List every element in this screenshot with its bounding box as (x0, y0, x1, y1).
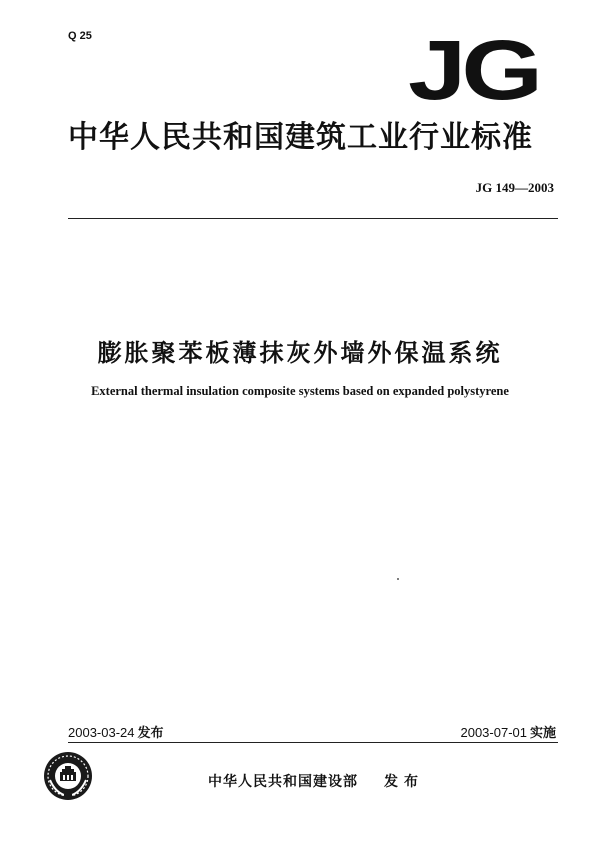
implementation-date-line (460, 722, 556, 741)
publisher-name: 中华人民共和国建设部 (208, 774, 358, 790)
jg-logo: JG (408, 23, 539, 117)
publish-label: 发布 (384, 774, 424, 790)
implementation-label: 实施 (529, 726, 556, 741)
standard-number: JG 149—2003 (475, 180, 554, 195)
classification-code: Q 25 (68, 30, 92, 42)
document-title-english: External thermal insulation composite systems based on expanded polystyrene (91, 384, 509, 398)
top-divider (68, 218, 558, 219)
issuer-title: 中华人民共和国建筑工业行业标准 (68, 120, 533, 155)
issue-date: 2003-03-24 (68, 725, 135, 740)
implementation-date: 2003-07-01 (460, 725, 527, 740)
scan-speck (397, 578, 399, 580)
issue-date-line (68, 722, 164, 741)
issue-label: 发布 (137, 726, 164, 741)
national-emblem-icon (42, 750, 94, 802)
document-title-chinese: 膨胀聚苯板薄抹灰外墙外保温系统 (97, 339, 503, 367)
bottom-divider (68, 742, 558, 743)
